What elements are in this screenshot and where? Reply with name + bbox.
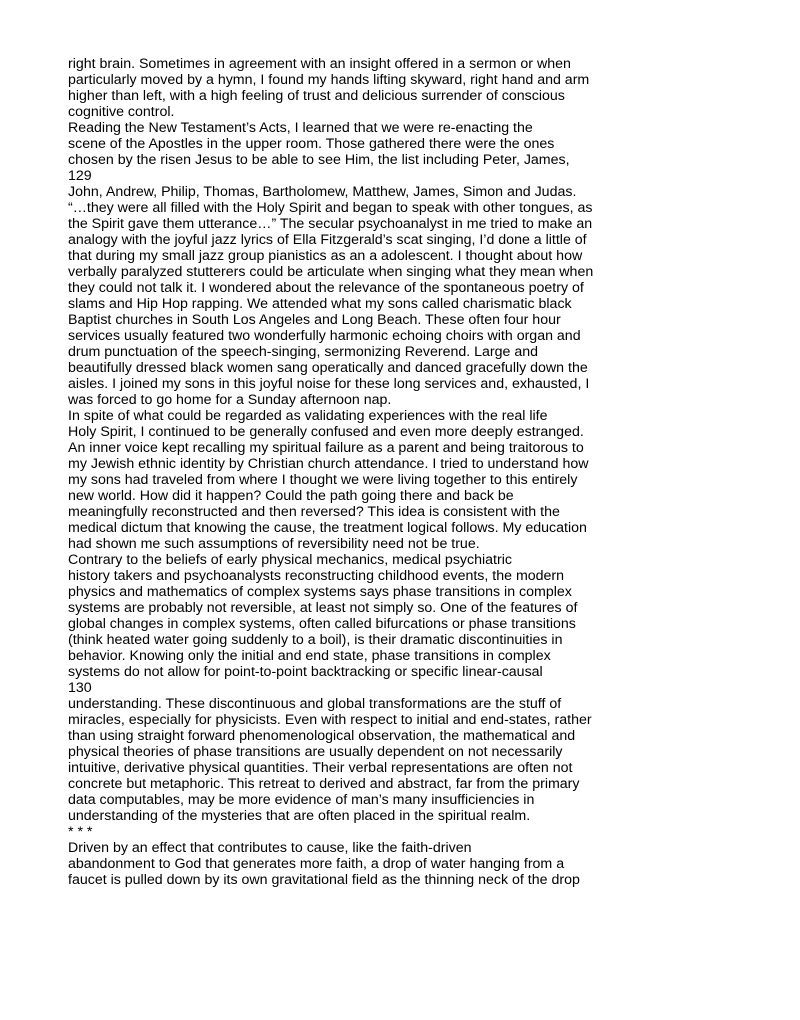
text-line: physics and mathematics of complex systems says phase transitions in complex: [68, 584, 572, 600]
text-line: slams and Hip Hop rapping. We attended what my sons called charismatic black: [68, 296, 572, 312]
text-line: beautifully dressed black women sang operatically and danced gracefully down the: [68, 360, 588, 376]
text-line: Reading the New Testament’s Acts, I learned that we were re-enacting the: [68, 120, 533, 136]
text-line: Baptist churches in South Los Angeles and Long Beach. These often four hour: [68, 312, 561, 328]
text-line: drum punctuation of the speech-singing, sermonizing Reverend. Large and: [68, 344, 539, 360]
text-line: physical theories of phase transitions are usually dependent on not necessarily: [68, 744, 563, 760]
text-line: systems are probably not reversible, at least not simply so. One of the features of: [68, 600, 578, 616]
text-line: “…they were all filled with the Holy Spirit and began to speak with other tongues, as: [68, 200, 593, 216]
text-line: In spite of what could be regarded as validating experiences with the real life: [68, 408, 548, 424]
text-line: particularly moved by a hymn, I found my hands lifting skyward, right hand and arm: [68, 72, 590, 88]
text-line: medical dictum that knowing the cause, the treatment logical follows. My education: [68, 520, 587, 536]
text-line: they could not talk it. I wondered about the relevance of the spontaneous poetry of: [68, 280, 584, 296]
text-line: Driven by an effect that contributes to cause, like the faith-driven: [68, 840, 472, 856]
text-line: the Spirit gave them utterance…” The secular psychoanalyst in me tried to make an: [68, 216, 593, 232]
page-number: 129: [68, 168, 92, 184]
text-line: cognitive control.: [68, 104, 175, 120]
text-line: Holy Spirit, I continued to be generally confused and even more deeply estranged.: [68, 424, 584, 440]
text-line: that during my small jazz group pianistics as an a adolescent. I thought about how: [68, 248, 583, 264]
text-line: understanding of the mysteries that are often placed in the spiritual realm.: [68, 808, 531, 824]
text-line: data computables, may be more evidence of man’s many insufficiencies in: [68, 792, 535, 808]
text-line: scene of the Apostles in the upper room. Those gathered there were the ones: [68, 136, 555, 152]
text-line: had shown me such assumptions of reversibility need not be true.: [68, 536, 480, 552]
text-line: my sons had traveled from where I thought we were living together to this entirely: [68, 472, 578, 488]
text-line: aisles. I joined my sons in this joyful noise for these long services and, exhausted, I: [68, 376, 590, 392]
text-line: behavior. Knowing only the initial and end state, phase transitions in complex: [68, 648, 551, 664]
text-line: faucet is pulled down by its own gravitational field as the thinning neck of the drop: [68, 872, 580, 888]
text-line: Contrary to the beliefs of early physical mechanics, medical psychiatric: [68, 552, 512, 568]
text-line: higher than left, with a high feeling of trust and delicious surrender of conscious: [68, 88, 565, 104]
page-number: 130: [68, 680, 92, 696]
text-line: than using straight forward phenomenological observation, the mathematical and: [68, 728, 576, 744]
text-line: An inner voice kept recalling my spiritual failure as a parent and being traitorous to: [68, 440, 584, 456]
text-line: John, Andrew, Philip, Thomas, Bartholomew, Matthew, James, Simon and Judas.: [68, 184, 577, 200]
text-line: abandonment to God that generates more faith, a drop of water hanging from a: [68, 856, 565, 872]
text-line: intuitive, derivative physical quantities. Their verbal representations are often not: [68, 760, 573, 776]
section-break: * * *: [68, 824, 93, 840]
text-line: verbally paralyzed stutterers could be articulate when singing what they mean when: [68, 264, 594, 280]
text-line: new world. How did it happen? Could the path going there and back be: [68, 488, 514, 504]
text-line: analogy with the joyful jazz lyrics of Ella Fitzgerald’s scat singing, I’d done a little of: [68, 232, 587, 248]
text-line: history takers and psychoanalysts reconstructing childhood events, the modern: [68, 568, 565, 584]
text-line: meaningfully reconstructed and then reversed? This idea is consistent with the: [68, 504, 560, 520]
text-line: systems do not allow for point-to-point backtracking or specific linear-causal: [68, 664, 543, 680]
text-line: miracles, especially for physicists. Even with respect to initial and end-states, rather: [68, 712, 592, 728]
body-text: [68, 56, 648, 888]
text-line: services usually featured two wonderfully harmonic echoing choirs with organ and: [68, 328, 581, 344]
text-line: right brain. Sometimes in agreement with an insight offered in a sermon or when: [68, 56, 571, 72]
text-line: concrete but metaphoric. This retreat to derived and abstract, far from the primary: [68, 776, 580, 792]
text-line: was forced to go home for a Sunday afternoon nap.: [68, 392, 392, 408]
text-line: global changes in complex systems, often called bifurcations or phase transitions: [68, 616, 576, 632]
text-line: my Jewish ethnic identity by Christian church attendance. I tried to understand how: [68, 456, 589, 472]
text-line: understanding. These discontinuous and global transformations are the stuff of: [68, 696, 562, 712]
text-line: (think heated water going suddenly to a boil), is their dramatic discontinuities in: [68, 632, 563, 648]
text-line: chosen by the risen Jesus to be able to see Him, the list including Peter, James,: [68, 152, 570, 168]
